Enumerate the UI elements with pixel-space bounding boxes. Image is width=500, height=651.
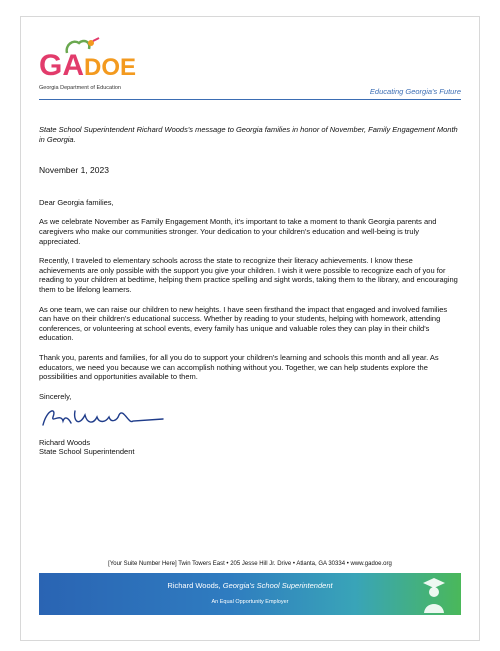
logo-subtitle: Georgia Department of Education [39, 85, 121, 91]
graduate-icon [419, 575, 449, 613]
gadoe-logo [39, 37, 159, 101]
paragraph-4: Thank you, parents and families, for all you do to support your children's learning and schools this month and all year. As educators, we need you because we can accomplish nothing without you. Together, we can help students explore the possibilities and opportunities available to them. [39, 352, 439, 382]
footer-banner [39, 573, 461, 615]
letter-date: November 1, 2023 [39, 165, 109, 176]
footer-address: [Your Suite Number Here] Twin Towers East • 205 Jesse Hill Jr. Drive • Atlanta, GA 30334 • www.gadoe.org [108, 561, 392, 567]
logo-wordmark [39, 49, 136, 83]
tagline: Educating Georgia's Future [369, 87, 461, 96]
paragraph-1: As we celebrate November as Family Engagement Month, it's important to take a moment to thank Georgia parents and caregivers who make our communities stronger. Your dedication to your children's education and well-being is truly appreciated. [39, 217, 437, 246]
signer-title: State School Superintendent [39, 447, 135, 457]
banner-name: Richard Woods, [167, 581, 223, 590]
paragraph-2: Recently, I traveled to elementary schools across the state to recognize their literacy achievements. I know these achievements are only possible with the support you give your children. I wish it were possible to recognize each of you for reading to your children at bedtime, helping them practice spelling and sight words, taking them to the library, and encouraging them to be lifelong learners. [39, 256, 458, 294]
letter-page [20, 16, 480, 641]
salutation: Dear Georgia families, [39, 197, 114, 207]
header-divider [39, 99, 461, 100]
logo-doe: DOE [84, 54, 137, 81]
signer-name: Richard Woods [39, 437, 91, 447]
banner-role: Georgia's School Superintendent [222, 581, 333, 590]
letter-body [39, 125, 459, 457]
logo-ga: GA [39, 49, 84, 82]
intro-text: State School Superintendent Richard Woods's message to Georgia families in honor of November, Family Engagement Month in Georgia. [39, 125, 458, 144]
banner-eeo: An Equal Opportunity Employer [211, 599, 289, 605]
banner-title [39, 581, 461, 590]
closing: Sincerely, [39, 391, 72, 401]
paragraph-3: As one team, we can raise our children to new heights. I have seen firsthand the impact that engaged and involved families can have on their children's educational success. Whether by reading to your students, helping with homework, attending conferences, or volunteering at school events, every family has unique and valuable roles they can play in their child's education. [39, 304, 448, 343]
signature-image [39, 405, 169, 431]
